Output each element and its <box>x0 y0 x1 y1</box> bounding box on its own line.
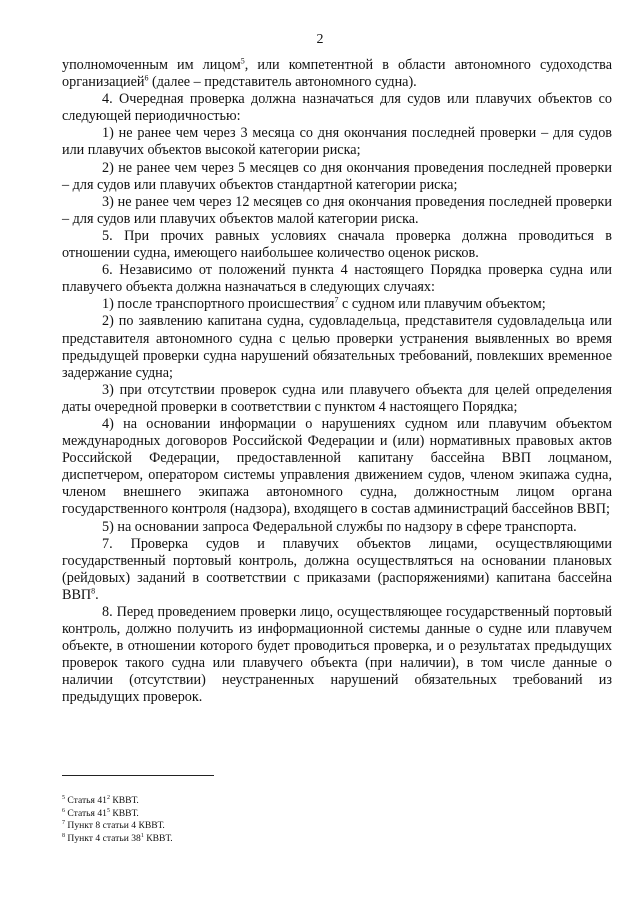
paragraph-text: . <box>95 586 99 603</box>
paragraph-text: , или компетентной в области автономного судоходства организацией <box>62 57 612 91</box>
footnote-sup: 1 <box>140 832 144 839</box>
paragraph-text: 7. Проверка судов и плавучих объектов лицами, осуществляющими государственный портовый контроль, должна осуществляться на основании плановых (рейдовых) заданий в соответствии с приказами (распоряжениями) капитана бассейна ВВП <box>62 535 612 603</box>
paragraph-item-8: 8. Перед проведением проверки лицо, осуществляющее государственный портовый контроль, должно получить из информационной системы данные о судне или плавучем объекте, в отношении которого будет проводиться проверка, и о результатах предыдущих проверок такого судна или плавучего объекта (при наличии), в том числе данные о наличии (отсутствии) неустраненных нарушений обязательных требований из предыдущих проверок. <box>62 604 612 706</box>
paragraph-item-6-4: 4) на основании информации о нарушениях судном или плавучим объектом международных договоров Российской Федерации и (или) нормативных правовых актов Российской Федерации, предоставленной капитану бассейна ВВП лоцманом, диспетчером, оператором системы управления движением судов, членом экипажа судна, членом внешнего экипажа автономного судна, должностным лицом органа государственного контроля (надзора), входящего в состав администраций бассейнов ВВП; <box>62 415 612 518</box>
paragraph-item-4-1: 1) не ранее чем через 3 месяца со дня окончания последней проверки – для судов или плавучих объектов высокой категории риска; <box>62 125 612 159</box>
paragraph-item-6-3: 3) при отсутствии проверок судна или плавучего объекта для целей определения даты очередной проверки в соответствии с пунктом 4 настоящего Порядка; <box>62 381 612 415</box>
footnote-text: КВВТ. <box>143 832 173 844</box>
footnote-6 <box>62 808 612 821</box>
footnote-text: КВВТ. <box>109 807 139 819</box>
paragraph-item-6: 6. Независимо от положений пункта 4 настоящего Порядка проверка судна или плавучего объекта должна назначаться в следующих случаях: <box>62 262 612 296</box>
footnote-ref-6[interactable]: 6 <box>144 73 149 83</box>
footnote-mark: 5 <box>62 794 65 801</box>
footnote-7 <box>62 820 612 833</box>
paragraph-item-6-1 <box>62 296 612 313</box>
footnote-mark: 6 <box>62 807 65 814</box>
paragraph-text: уполномоченным им лицом <box>62 57 241 73</box>
paragraph-item-4: 4. Очередная проверка должна назначаться для судов или плавучих объектов со следующей периодичностью: <box>62 91 612 125</box>
footnote-mark: 7 <box>62 820 65 826</box>
paragraph-text: 1) после транспортного происшествия <box>102 296 335 313</box>
footnote-text: Пункт 4 статьи 38 <box>65 832 141 844</box>
footnote-8 <box>62 833 612 846</box>
footnote-text: Пункт 8 статьи 4 КВВТ. <box>65 820 165 832</box>
paragraph-item-6-5: 5) на основании запроса Федеральной службы по надзору в сфере транспорта. <box>102 518 577 535</box>
paragraph-item-4-3: 3) не ранее чем через 12 месяцев со дня окончания проведения последней проверки – для судов или плавучих объектов малой категории риска. <box>62 193 612 227</box>
paragraph-text: с судном или плавучим объектом; <box>338 296 546 313</box>
footnote-sup: 2 <box>106 794 110 801</box>
paragraph-item-5: 5. При прочих равных условиях сначала проверка должна проводиться в отношении судна, имеющего наибольшее количество оценок рисков. <box>62 227 612 262</box>
paragraph-item-4-2: 2) не ранее чем через 5 месяцев со дня окончания проведения последней проверки – для судов или плавучих объектов стандартной категории риска; <box>62 159 612 193</box>
footnote-ref-7[interactable]: 7 <box>334 295 339 305</box>
footnote-ref-5[interactable]: 5 <box>240 56 245 66</box>
footnote-sup: 5 <box>106 807 110 814</box>
document-body <box>62 57 612 707</box>
footnotes-section <box>62 795 612 845</box>
footnote-text: Статья 41 <box>65 807 107 819</box>
footnote-5 <box>62 795 612 808</box>
footnote-text: Статья 41 <box>65 795 107 806</box>
page-number: 2 <box>316 32 324 47</box>
footnote-ref-8[interactable]: 8 <box>91 586 96 596</box>
footnote-mark: 8 <box>62 832 65 839</box>
paragraph-item-6-2: 2) по заявлению капитана судна, судовладельца, представителя судовладельца или представителя автономного судна с целью проверки устранения выявленных во время предыдущей проверки судна нарушений обязательных требований, повлекших временное задержание судна; <box>62 313 612 381</box>
paragraph-continuation <box>62 57 612 91</box>
footnote-divider <box>62 775 214 776</box>
footnote-text: КВВТ. <box>109 795 139 806</box>
paragraph-text: (далее – представитель автономного судна). <box>148 74 417 91</box>
paragraph-item-7 <box>62 536 612 604</box>
